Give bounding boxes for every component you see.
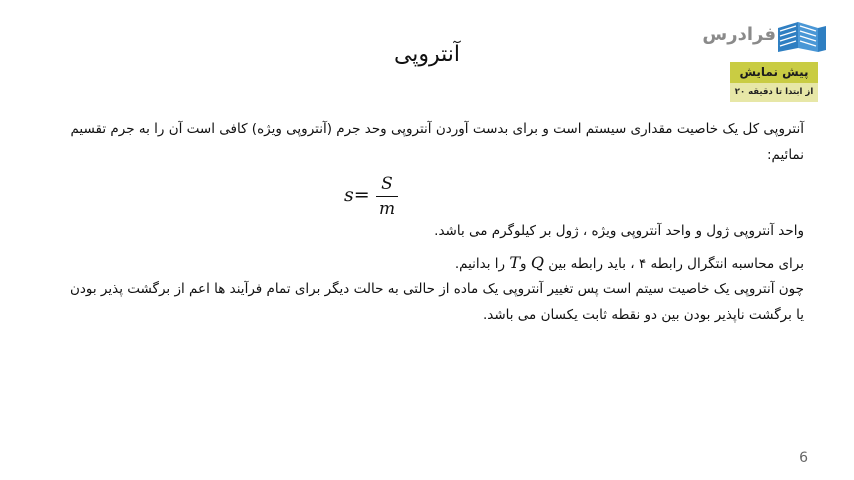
variable-q: Q [530,253,544,272]
formula-numerator: S [381,174,393,194]
preview-badge [730,62,818,102]
formula-denominator: m [378,199,396,219]
slide-title: آنتروپی [393,42,461,67]
formula-lhs: s= [344,184,370,206]
preview-badge-subtitle: از ابتدا تا دقیقه ۲۰ [730,83,818,102]
entropy-formula [340,174,420,222]
variable-t: T [509,253,521,272]
logo-text: فرادرس [702,24,776,45]
integral-text-before: برای محاسبه انتگرال رابطه ۴ ، باید رابطه بین [543,256,804,272]
integral-text-middle: و [520,256,531,272]
page-number: 6 [799,450,808,466]
paragraph-integral [64,250,804,277]
paragraph-units: واحد آنتروپی ژول و واحد آنتروپی ویژه ، ژول بر کیلوگرم می باشد. [434,223,804,239]
paragraph-definition: آنتروپی کل یک خاصیت مقداری سیستم است و برای بدست آوردن آنتروپی وحد جرم (آنتروپی ویژه) کافی است آن را به جرم تقسیم نمائیم: [70,121,804,163]
integral-text-after: را بدانیم. [454,256,510,272]
fraction-bar [376,196,398,197]
preview-badge-title: پیش نمایش [730,62,818,83]
formula-fraction [376,174,398,219]
paragraph-reversibility: چون آنتروپی یک خاصیت سیتم است پس تغییر آنتروپی یک ماده از حالتی به حالت دیگر برای تمام فرآیند ها اعم از برگشت پذیر بودن یا برگشت ناپذیر بودن بین دو نقطه ثابت یکسان می باشد. [69,281,804,323]
